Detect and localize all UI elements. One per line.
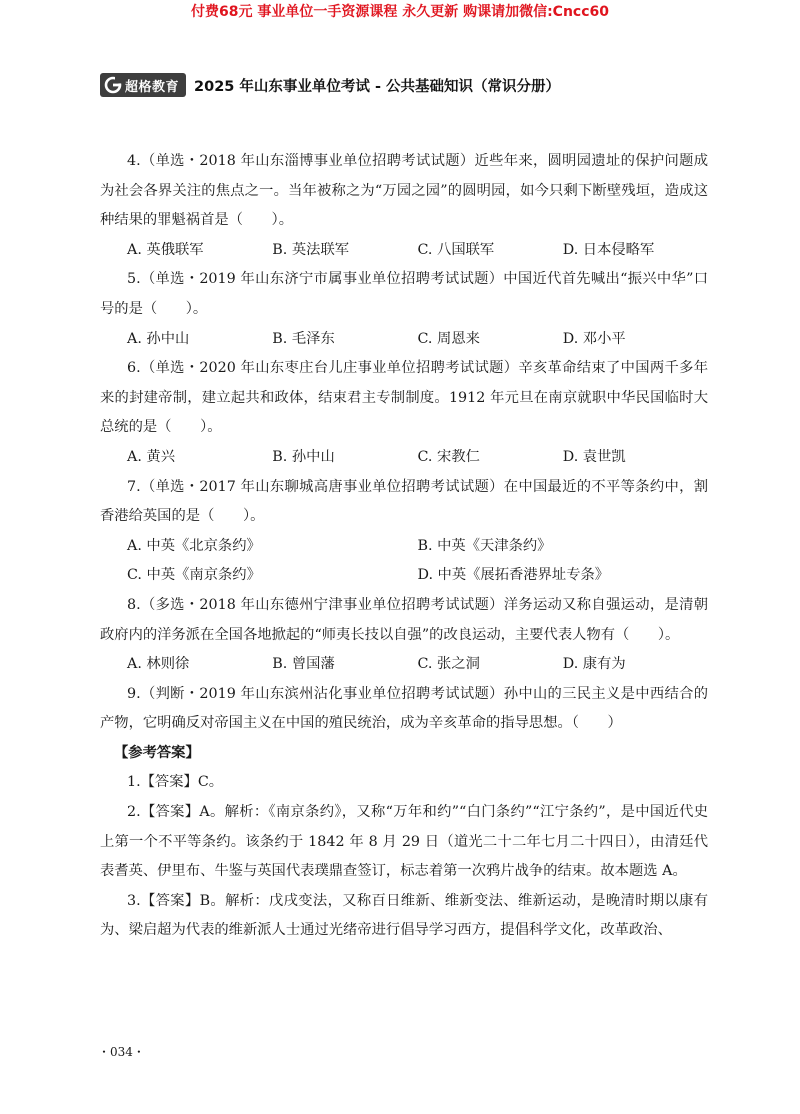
question-text: 5.（单选・2019 年山东济宁市属事业单位招聘考试试题）中国近代首先喊出“振兴中华”口号的是（ ）。 [100,271,708,317]
option: D. 中英《展拓香港界址专条》 [417,567,610,584]
question-block [100,591,708,680]
option: C. 八国联军 [417,241,495,258]
option: B. 毛泽东 [272,330,335,347]
question-text: 6.（单选・2020 年山东枣庄台儿庄事业单位招聘考试试题）辛亥革命结束了中国两千多年来的封建帝制，建立起共和政体，结束君主专制制度。1912 年元旦在南京就职中华民国临时大总统的是（ ）。 [100,360,708,436]
answer-item: 1.【答案】C。 [127,774,224,791]
option: D. 邓小平 [562,330,626,347]
option: A. 中英《北京条约》 [127,537,261,554]
page-content [100,147,708,946]
option-row [100,650,708,680]
option-row [100,236,708,266]
option-row [100,561,708,591]
question-text: 7.（单选・2017 年山东聊城高唐事业单位招聘考试试题）在中国最近的不平等条约中，割香港给英国的是（ ）。 [100,478,708,525]
option: A. 林则徐 [127,656,190,673]
option: C. 宋教仁 [417,448,480,465]
question-block [100,680,708,739]
option: A. 孙中山 [127,330,190,347]
brand-logo [100,73,186,97]
option-row [100,443,708,473]
question-block [100,147,708,265]
option-row [100,325,708,355]
option: C. 中英《南京条约》 [127,567,261,584]
question-block [100,354,708,472]
question-block [100,265,708,354]
option: D. 康有为 [562,656,626,673]
option: A. 英俄联军 [127,241,204,258]
option: C. 周恩来 [417,330,480,347]
option: B. 孙中山 [272,448,335,465]
option: D. 日本侵略军 [562,241,655,258]
promo-banner: 付费68元 事业单位一手资源课程 永久更新 购课请加微信:Cncc60 [190,4,610,20]
page-header [100,72,560,98]
option-row [100,532,708,562]
option: D. 袁世凯 [562,448,626,465]
question-text: 9.（判断・2019 年山东滨州沾化事业单位招聘考试试题）孙中山的三民主义是中西结合的产物，它明确反对帝国主义在中国的殖民统治，成为辛亥革命的指导思想。（ ） [100,685,708,732]
answer-item: 3.【答案】B。解析：戊戌变法，又称百日维新、维新变法、维新运动，是晚清时期以康有为、梁启超为代表的维新派人士通过光绪帝进行倡导学习西方，提倡科学文化，改革政治、 [100,892,708,939]
logo-text: 超格教育 [125,79,180,95]
logo-g-icon [104,76,122,94]
document-title: 2025 年山东事业单位考试 - 公共基础知识（常识分册） [194,78,561,95]
question-text: 4.（单选・2018 年山东淄博事业单位招聘考试试题）近些年来，圆明园遗址的保护问题成为社会各界关注的焦点之一。当年被称之为“万园之园”的圆明园，如今只剩下断壁残垣，造成这种结果的罪魁祸首是（ ）。 [100,153,708,229]
question-text: 8.（多选・2018 年山东德州宁津事业单位招聘考试试题）洋务运动又称自强运动，是清朝政府内的洋务派在全国各地掀起的“师夷长技以自强”的改良运动，主要代表人物有（ ）。 [100,596,708,643]
option: C. 张之洞 [417,656,480,673]
reference-answer-heading: 【参考答案】 [114,744,200,761]
option: B. 中英《天津条约》 [417,537,552,554]
option: B. 英法联军 [272,241,350,258]
answer-item: 2.【答案】A。解析：《南京条约》，又称“万年和约”“白门条约”“江宁条约”，是中国近代史上第一个不平等条约。该条约于 1842 年 8 月 29 日（道光二十二年七月二十四日），由清廷代表耆英、伊里布、牛鉴与英国代表璞鼎查签订，标志着第一次鸦片战争的结束。故本题选 A。 [100,804,708,880]
page-number: ・034・ [98,1045,145,1059]
option: A. 黄兴 [127,448,176,465]
option: B. 曾国藩 [272,656,335,673]
question-block [100,473,708,591]
